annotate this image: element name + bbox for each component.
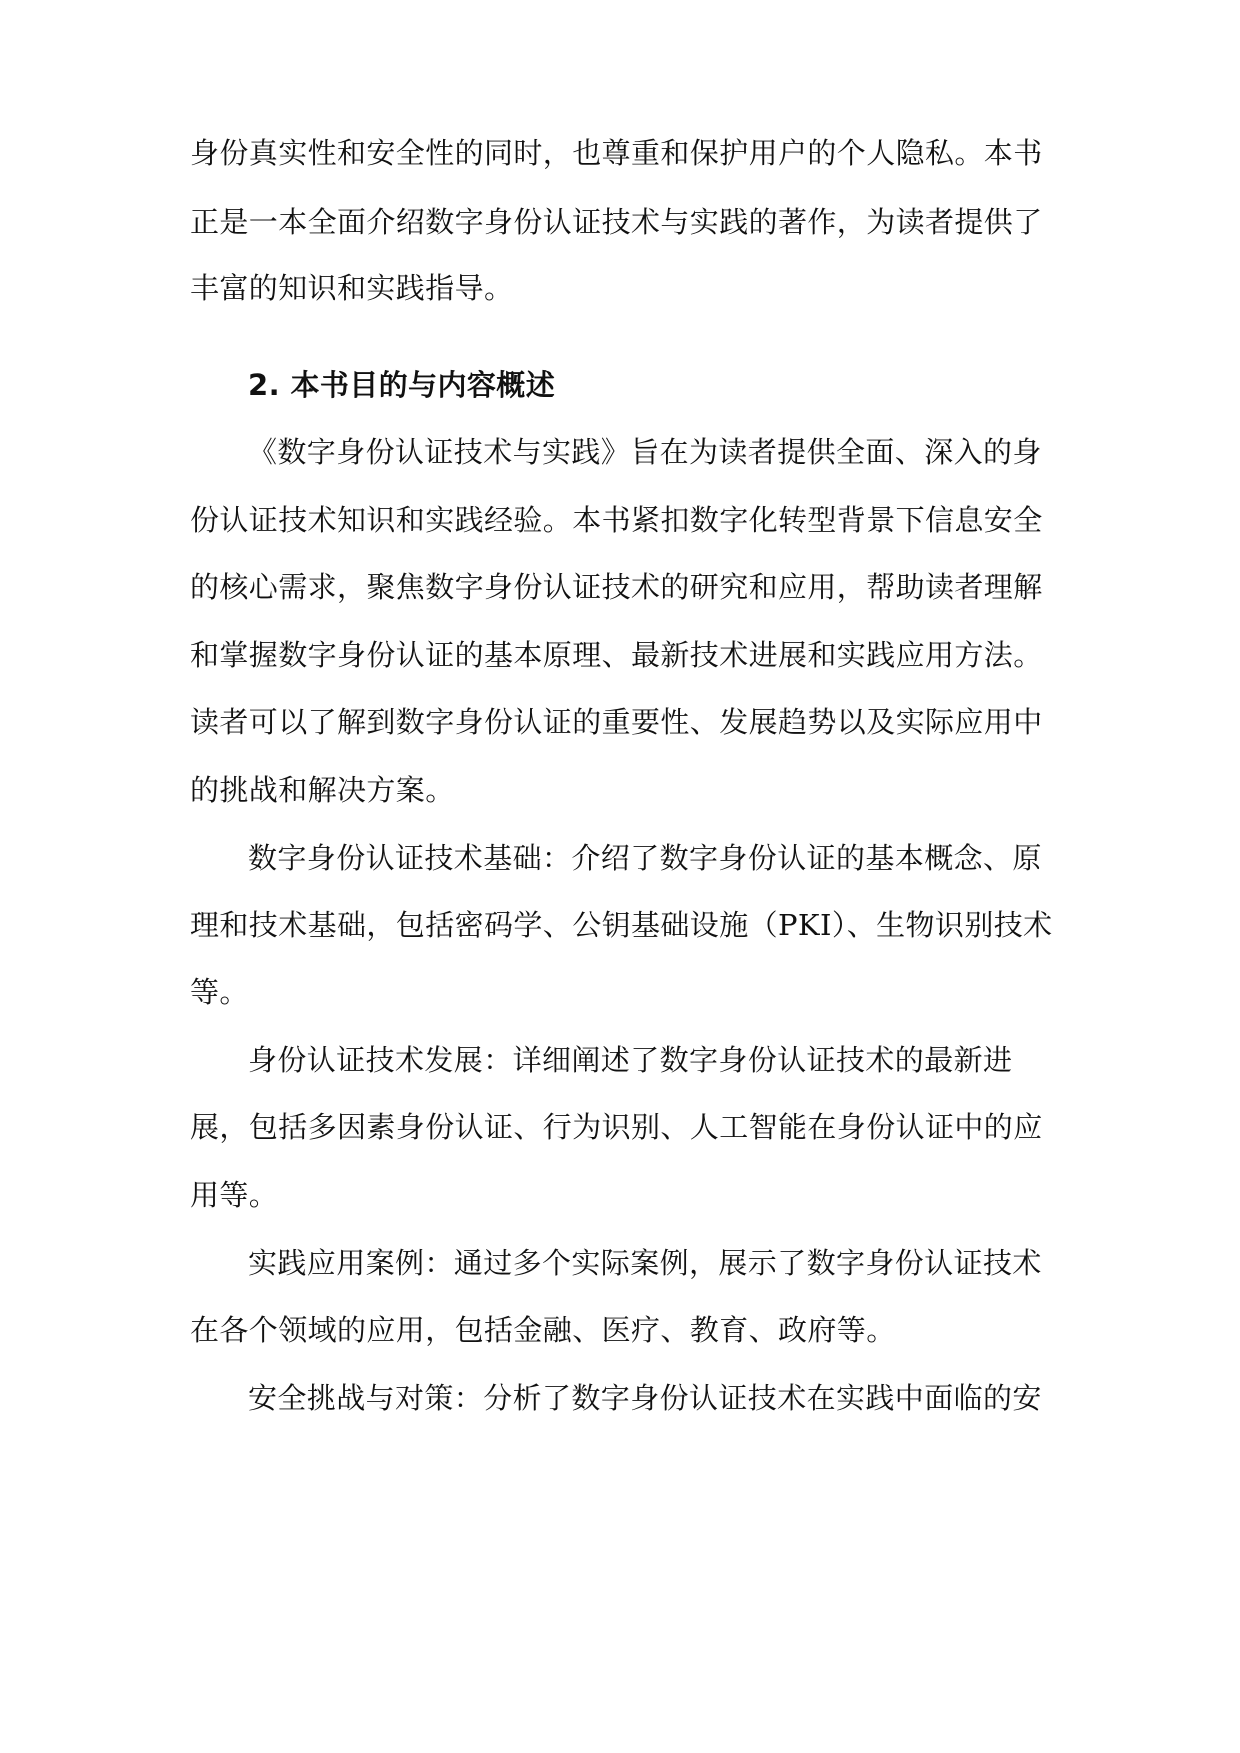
security-line-1: 安全挑战与对策：分析了数字身份认证技术在实践中面临的安: [248, 1381, 1042, 1415]
purpose-line-4: 和掌握数字身份认证的基本原理、最新技术进展和实践应用方法。: [190, 638, 1043, 672]
intro-line-2: 正是一本全面介绍数字身份认证技术与实践的著作，为读者提供了: [190, 205, 1043, 239]
intro-line-1: 身份真实性和安全性的同时，也尊重和保护用户的个人隐私。本书: [190, 136, 1043, 170]
development-line-2: 展，包括多因素身份认证、行为识别、人工智能在身份认证中的应: [190, 1110, 1043, 1144]
purpose-line-1: 《数字身份认证技术与实践》旨在为读者提供全面、深入的身: [248, 435, 1042, 469]
basics-line-2: 理和技术基础，包括密码学、公钥基础设施（PKI）、生物识别技术: [190, 908, 1053, 942]
purpose-line-3: 的核心需求，聚焦数字身份认证技术的研究和应用，帮助读者理解: [190, 570, 1043, 604]
section-heading: 2. 本书目的与内容概述: [248, 368, 556, 402]
cases-line-2: 在各个领域的应用，包括金融、医疗、教育、政府等。: [190, 1313, 896, 1347]
development-line-1: 身份认证技术发展：详细阐述了数字身份认证技术的最新进: [248, 1043, 1013, 1077]
purpose-line-2: 份认证技术知识和实践经验。本书紧扣数字化转型背景下信息安全: [190, 503, 1043, 537]
intro-line-3: 丰富的知识和实践指导。: [190, 271, 514, 305]
basics-line-1: 数字身份认证技术基础：介绍了数字身份认证的基本概念、原: [248, 841, 1042, 875]
development-line-3: 用等。: [190, 1178, 279, 1212]
basics-line-3: 等。: [190, 975, 249, 1009]
cases-line-1: 实践应用案例：通过多个实际案例，展示了数字身份认证技术: [248, 1246, 1042, 1280]
purpose-line-6: 的挑战和解决方案。: [190, 773, 455, 807]
purpose-line-5: 读者可以了解到数字身份认证的重要性、发展趋势以及实际应用中: [190, 705, 1043, 739]
